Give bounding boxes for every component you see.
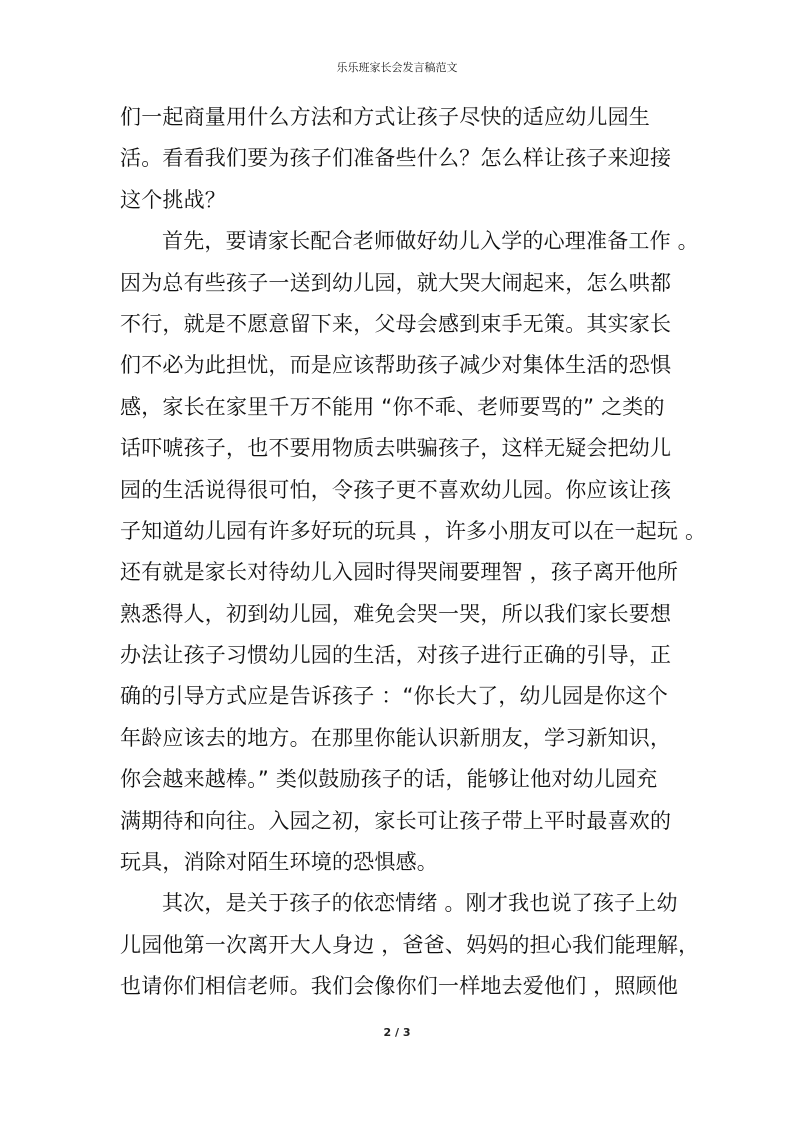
text-line: 儿园他第一次离开大人身边 ，爸爸、妈妈的担心我们能理解，	[120, 932, 700, 957]
text-line: 们一起商量用什么方法和方式让孩子尽快的适应幼儿园生	[120, 105, 650, 129]
text-line: 年龄应该去的地方。在那里你能认识新朋友，学习新知识，	[120, 725, 672, 750]
text-line: 这个挑战？	[120, 187, 226, 212]
text-line: 活。看看我们要为孩子们准备些什么？怎么样让孩子来迎接	[120, 146, 672, 171]
text-line: 园的生活说得很可怕，令孩子更不喜欢幼儿园。你应该让孩	[120, 477, 672, 502]
text-line: 熟悉得人，初到幼儿园，难免会哭一哭，所以我们家长要想	[120, 601, 672, 626]
text-line: 满期待和向往。入园之初，家长可让孩子带上平时最喜欢的	[120, 808, 672, 833]
text-line: 你会越来越棒。” 类似鼓励孩子的话，能够让他对幼儿园充	[120, 767, 658, 792]
page-header-title: 乐乐班家长会发言稿范文	[336, 61, 458, 74]
text-line: 还有就是家长对待幼儿入园时得哭闹要理智 ，孩子离开他所	[120, 560, 679, 585]
text-line: 感，家长在家里千万不能用 “你不乖、老师要骂的” 之类的	[120, 394, 665, 419]
text-line: 玩具，消除对陌生环境的恐惧感。	[120, 850, 438, 875]
text-line: 们不必为此担忧，而是应该帮助孩子减少对集体生活的恐惧	[120, 353, 672, 378]
page-number: 2 / 3	[383, 1026, 411, 1039]
text-line: 因为总有些孩子一送到幼儿园，就大哭大闹起来，怎么哄都	[120, 270, 672, 295]
text-line: 确的引导方式应是告诉孩子 ：“你长大了，幼儿园是你这个	[120, 684, 668, 709]
text-line: 也请你们相信老师。我们会像你们一样地去爱他们 ，照顾他	[120, 974, 679, 999]
text-line: 子知道幼儿园有许多好玩的玩具 ，许多小朋友可以在一起玩 。	[120, 518, 707, 543]
document-body	[120, 97, 707, 1008]
text-line: 话吓唬孩子，也不要用物质去哄骗孩子，这样无疑会把幼儿	[120, 436, 672, 461]
text-line: 不行，就是不愿意留下来，父母会感到束手无策。其实家长	[120, 311, 672, 336]
paragraph-first-line: 首先，要请家长配合老师做好幼儿入学的心理准备工作 。	[162, 229, 699, 254]
text-line: 办法让孩子习惯幼儿园的生活，对孩子进行正确的引导，正	[120, 643, 672, 668]
paragraph-first-line: 其次，是关于孩子的依恋情绪 。刚才我也说了孩子上幼	[162, 891, 678, 916]
